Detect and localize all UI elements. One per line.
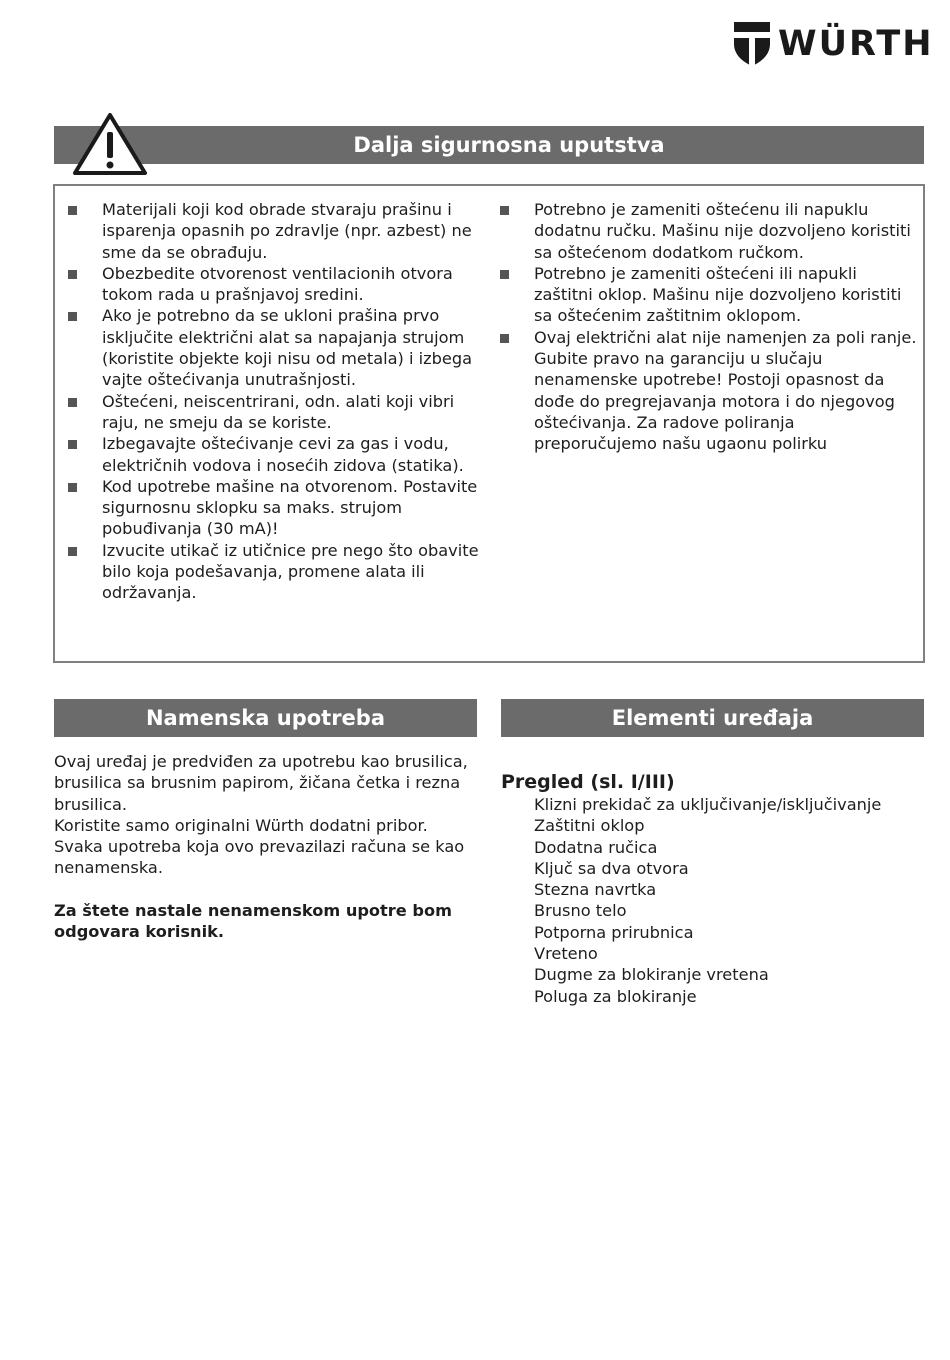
list-item: Oštećeni, neiscentrirani, odn. alati koji vibri raju, ne smeju da se koriste.: [66, 391, 481, 434]
list-item: Potrebno je zameniti oštećeni ili napukli zaštitni oklop. Mašinu nije dozvoljeno koristiti sa oštećenim zaštitnim oklopom.: [498, 263, 918, 327]
list-item: Potrebno je zameniti oštećenu ili napuklu dodatnu ručku. Mašinu nije dozvoljeno koristiti sa oštećenom dodatkom ručkom.: [498, 199, 918, 263]
device-elements-list: [501, 794, 921, 1007]
list-item: Ključ sa dva otvora: [534, 858, 689, 878]
square-bullet-icon: [500, 270, 509, 279]
list-item: Vreteno: [534, 944, 598, 964]
intended-use-header: Namenska upotreba: [54, 699, 477, 737]
list-item: Dodatna ručica: [534, 837, 658, 857]
square-bullet-icon: [68, 206, 77, 215]
intended-use-text: [54, 751, 479, 942]
device-elements-header: Elementi uređaja: [501, 699, 924, 737]
device-overview: [501, 770, 921, 1007]
square-bullet-icon: [500, 206, 509, 215]
square-bullet-icon: [500, 334, 509, 343]
brand-name: WÜRTH: [778, 23, 934, 64]
list-item: Poluga za blokiranje: [534, 986, 697, 1006]
list-item: Izvucite utikač iz utičnice pre nego što obavite bilo koja podešavanja, promene alata ili održavanja.: [66, 540, 481, 604]
safety-list-right: [498, 199, 918, 455]
overview-title: Pregled (sl. I/III): [501, 771, 675, 793]
list-item: Obezbedite otvorenost ventilacionih otvora tokom rada u prašnjavoj sredini.: [66, 263, 481, 306]
square-bullet-icon: [68, 312, 77, 321]
list-item: Kod upotrebe mašine na otvorenom. Postavite sigurnosnu sklopku sa maks. strujom pobuđivanja (30 mA)!: [66, 476, 481, 540]
warning-triangle-icon: [72, 112, 148, 176]
liability-warning: Za štete nastale nenamenskom upotre bom odgovara korisnik.: [54, 900, 452, 942]
intended-use-paragraph: Ovaj uređaj je predviđen za upotrebu kao brusilica, brusilica sa brusnim papirom, žičana četka i rezna brusilica.: [54, 752, 468, 814]
intended-use-paragraph: Koristite samo originalni Würth dodatni pribor.: [54, 815, 428, 835]
list-item: Ako je potrebno da se ukloni prašina prvo isključite električni alat sa napajanja strujom (koristite objekte koji nisu od metala) i izbega vajte oštećivanja unutrašnjosti.: [66, 305, 481, 390]
square-bullet-icon: [68, 398, 77, 407]
list-item: Materijali koji kod obrade stvaraju prašinu i isparenja opasnih po zdravlje (npr. azbest) ne sme da se obrađuju.: [66, 199, 481, 263]
list-item: Ovaj električni alat nije namenjen za poli ranje. Gubite pravo na garanciju u slučaju nenamenske upotrebe! Postoji opasnost da dođe do pregrejavanja motora i do njegovog oštećivanja. Za radove poliranja preporučujemo našu ugaonu polirku: [498, 327, 918, 455]
list-item: Potporna prirubnica: [534, 922, 694, 942]
square-bullet-icon: [68, 440, 77, 449]
list-item: Klizni prekidač za uključivanje/isključivanje: [534, 795, 882, 814]
square-bullet-icon: [68, 483, 77, 492]
brand-logo: [734, 22, 934, 66]
list-item: Brusno telo: [534, 901, 627, 921]
list-item: Izbegavajte oštećivanje cevi za gas i vodu, električnih vodova i nosećih zidova (statika).: [66, 433, 481, 476]
wurth-emblem-icon: [734, 22, 770, 66]
square-bullet-icon: [68, 270, 77, 279]
list-item: Dugme za blokiranje vretena: [534, 965, 769, 985]
safety-section-header: Dalja sigurnosna uputstva: [54, 126, 924, 164]
list-item: Stezna navrtka: [534, 880, 657, 900]
square-bullet-icon: [68, 547, 77, 556]
safety-list-left: [66, 199, 481, 604]
list-item: Zaštitni oklop: [534, 816, 645, 836]
intended-use-paragraph: Svaka upotreba koja ovo prevazilazi računa se kao nenamenska.: [54, 837, 465, 878]
